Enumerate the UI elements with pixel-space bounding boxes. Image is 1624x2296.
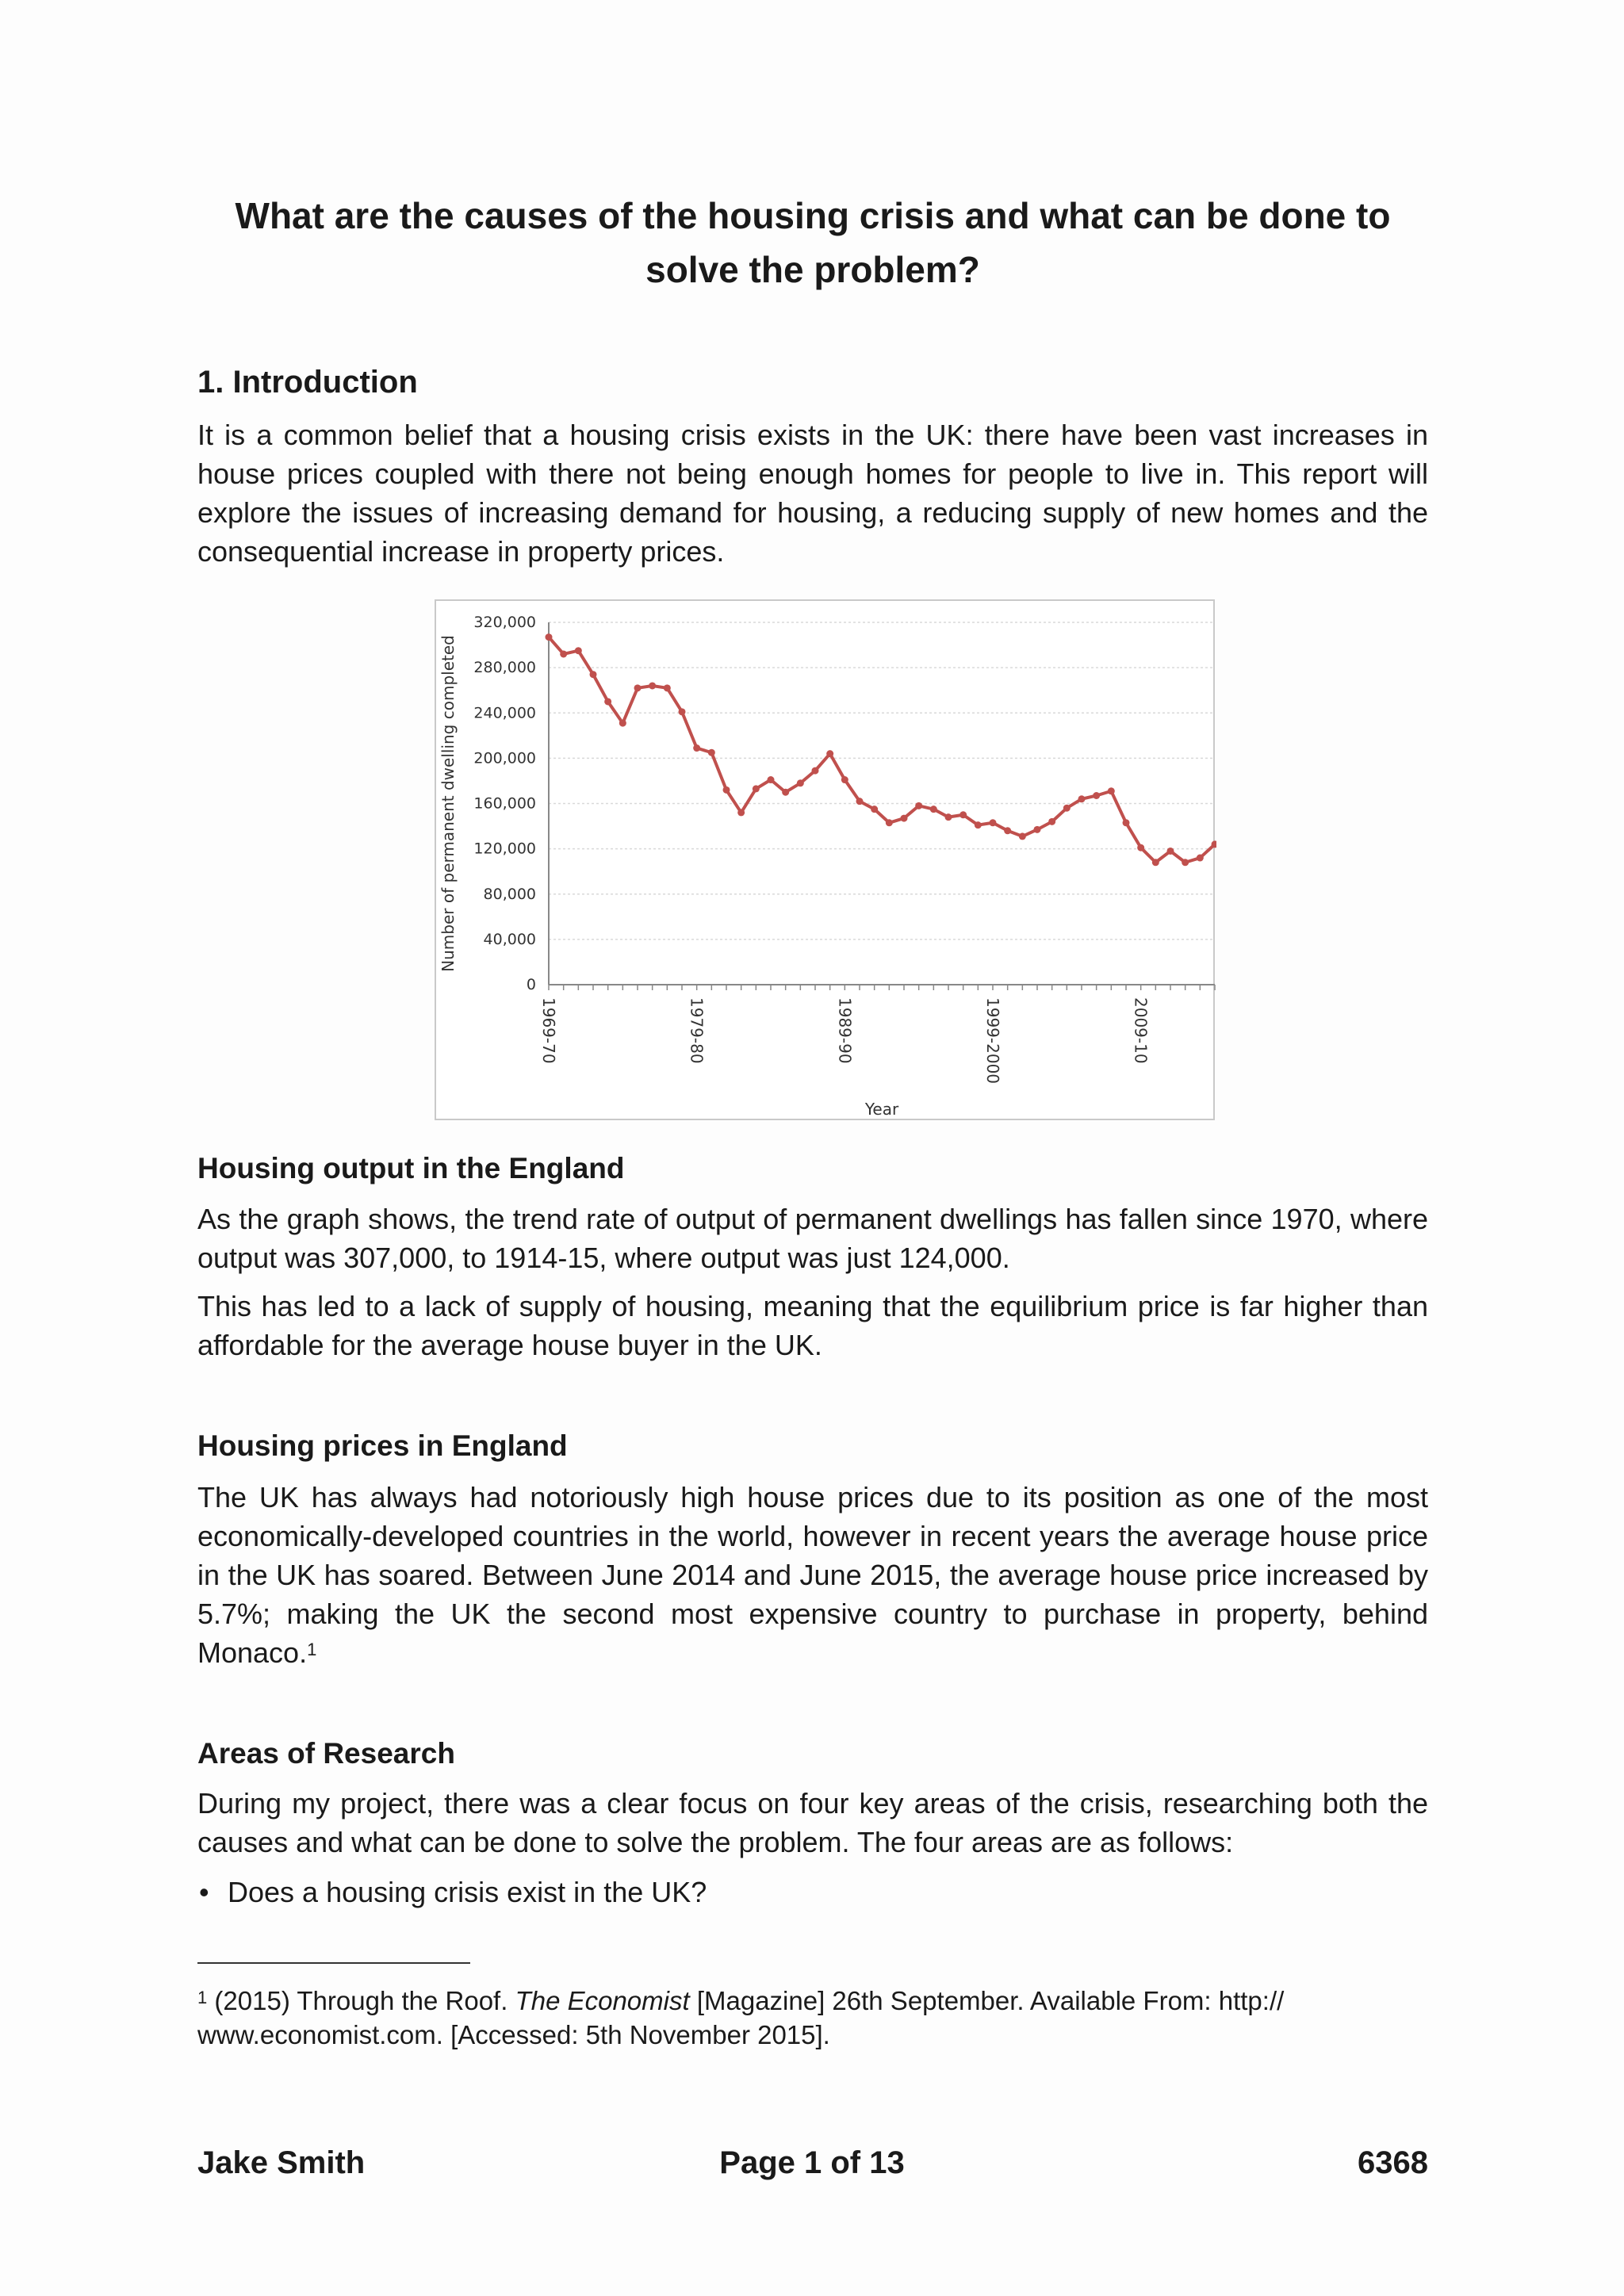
x-tick-label: 1999-2000 bbox=[983, 997, 1002, 1085]
y-tick-label: 120,000 bbox=[473, 840, 536, 858]
output-paragraph-1: As the graph shows, the trend rate of output of permanent dwellings has fallen since 1970, where output was 307,000, to 1914-15, where output was just 124,000. bbox=[197, 1203, 1428, 1274]
data-point bbox=[768, 776, 775, 783]
prices-paragraph bbox=[197, 1478, 1428, 1672]
data-point bbox=[901, 815, 908, 822]
bullet-icon: • bbox=[199, 1876, 209, 1908]
list-item bbox=[197, 1873, 707, 1911]
data-point bbox=[1123, 819, 1130, 826]
y-tick-label: 200,000 bbox=[473, 749, 536, 767]
series-line bbox=[549, 637, 1215, 863]
data-point bbox=[1152, 859, 1159, 866]
research-areas-list bbox=[197, 1873, 707, 1911]
data-point bbox=[1093, 792, 1100, 799]
data-point bbox=[1019, 832, 1026, 840]
heading-housing-output: Housing output in the England bbox=[197, 1152, 625, 1184]
y-tick-label: 40,000 bbox=[483, 930, 536, 948]
data-point bbox=[975, 821, 982, 828]
y-tick-label: 280,000 bbox=[473, 659, 536, 677]
data-point bbox=[1167, 848, 1174, 855]
data-point bbox=[679, 708, 686, 715]
data-point bbox=[915, 802, 922, 809]
footer-author: Jake Smith bbox=[197, 2145, 366, 2180]
data-point bbox=[1048, 818, 1055, 825]
footnote bbox=[197, 1984, 1428, 2052]
data-point bbox=[871, 806, 878, 813]
footnote-divider bbox=[197, 1962, 470, 1964]
prices-paragraph-text: The UK has always had notoriously high house prices due to its position as one of the most economically-developed countries in the world, however in recent years the average house price in the UK has soared. Between June 2014 and June 2015, the average house price increased by 5.7%; making the UK the second most expensive country to purchase in property, behind Monaco. bbox=[197, 1481, 1428, 1669]
y-tick-label: 320,000 bbox=[473, 614, 536, 631]
title-line-1: What are the causes of the housing crisis and what can be done to bbox=[235, 195, 1391, 236]
x-tick-label: 1989-90 bbox=[835, 997, 855, 1064]
data-point bbox=[856, 798, 864, 805]
footnote-line-2: www.economist.com. [Accessed: 5th November 2015]. bbox=[197, 2020, 830, 2049]
data-point bbox=[1197, 855, 1204, 862]
data-point bbox=[886, 819, 893, 826]
data-point bbox=[619, 720, 626, 727]
heading-housing-prices: Housing prices in England bbox=[197, 1429, 568, 1462]
data-point bbox=[723, 786, 730, 794]
data-point bbox=[634, 684, 642, 691]
x-tick-label: 2009-10 bbox=[1131, 997, 1151, 1064]
footnote-reference[interactable]: 1 bbox=[307, 1640, 317, 1659]
data-point bbox=[1182, 859, 1189, 866]
data-point bbox=[959, 811, 967, 818]
x-tick-label: 1979-80 bbox=[687, 997, 707, 1064]
data-point bbox=[753, 785, 760, 792]
research-paragraph: During my project, there was a clear focus on four key areas of the crisis, researching both the causes and what can be done to solve the problem. The four areas are as follows: bbox=[197, 1787, 1428, 1858]
footnote-publication: The Economist bbox=[515, 1986, 690, 2015]
data-point bbox=[737, 809, 745, 816]
data-point bbox=[575, 647, 582, 654]
document-title bbox=[197, 189, 1428, 297]
data-point bbox=[546, 633, 553, 641]
footer-candidate-number: 6368 bbox=[1358, 2145, 1428, 2180]
data-point bbox=[1137, 844, 1144, 851]
data-point bbox=[826, 750, 833, 757]
footnote-text-after: [Magazine] 26th September. Available From: http:// bbox=[689, 1986, 1285, 2015]
data-point bbox=[1004, 827, 1011, 834]
footer-page-number: Page 1 of 13 bbox=[719, 2145, 905, 2180]
housing-output-chart bbox=[435, 599, 1215, 1120]
footnote-number: 1 bbox=[197, 1988, 208, 2007]
data-point bbox=[1063, 805, 1071, 812]
data-point bbox=[649, 682, 656, 689]
data-point bbox=[945, 813, 952, 821]
data-point bbox=[797, 779, 804, 786]
section-heading-introduction: 1. Introduction bbox=[197, 365, 418, 400]
data-point bbox=[1078, 795, 1086, 802]
y-tick-label: 80,000 bbox=[483, 885, 536, 903]
list-item-text: Does a housing crisis exist in the UK? bbox=[228, 1876, 707, 1908]
intro-paragraph: It is a common belief that a housing crisis exists in the UK: there have been vast increases in house prices coupled with there not being enough homes for people to live in. This report will explore the issues of increasing demand for housing, a reducing supply of new homes and the consequential increase in property prices. bbox=[197, 419, 1428, 568]
data-point bbox=[990, 819, 997, 826]
footnote-text-before: (2015) Through the Roof. bbox=[207, 1986, 515, 2015]
chart-svg bbox=[436, 601, 1216, 1122]
data-point bbox=[664, 684, 671, 691]
output-paragraph-2: This has led to a lack of supply of housing, meaning that the equilibrium price is far higher than affordable for the average house buyer in the UK. bbox=[197, 1290, 1428, 1361]
data-point bbox=[708, 749, 715, 756]
data-point bbox=[841, 776, 848, 783]
y-tick-label: 240,000 bbox=[473, 704, 536, 722]
y-tick-label: 160,000 bbox=[473, 794, 536, 813]
data-point bbox=[1034, 826, 1041, 833]
data-point bbox=[693, 744, 700, 752]
data-point bbox=[604, 698, 611, 705]
x-tick-label: 1969-70 bbox=[539, 997, 558, 1064]
data-point bbox=[812, 767, 819, 775]
title-line-2: solve the problem? bbox=[645, 249, 980, 290]
y-tick-label: 0 bbox=[526, 976, 536, 993]
data-point bbox=[782, 789, 789, 796]
heading-areas-of-research: Areas of Research bbox=[197, 1737, 455, 1770]
data-point bbox=[1108, 787, 1115, 794]
data-point bbox=[930, 806, 937, 813]
y-axis-title: Number of permanent dwelling completed bbox=[439, 635, 458, 972]
data-point bbox=[590, 671, 597, 678]
x-axis-title: Year bbox=[864, 1100, 899, 1119]
data-point bbox=[560, 650, 567, 657]
